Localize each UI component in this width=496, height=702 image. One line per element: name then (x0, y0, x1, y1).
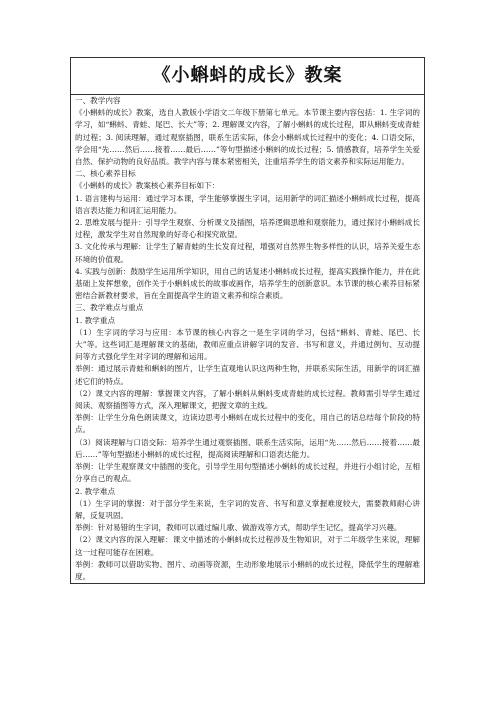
title-cell (71, 58, 425, 95)
body-paragraph: 1. 语言建构与运用：通过学习本课，学生能够掌握生字词，运用新学的词汇描述小蝌蚪成长过程，提高语言表达能力和词汇运用能力。 (75, 193, 420, 215)
example-paragraph: 举例：让学生分角色朗读课文，边读边思考小蝌蚪在成长过程中的变化，用自己的话总结每个阶段的特点。 (75, 413, 420, 435)
body-paragraph: （3）阅读理解与口语交际：培养学生通过观察插图、联系生活实际，运用“先……然后……接着……最后……”等句型描述小蝌蚪的成长过程，提高阅读理解和口语表达能力。 (75, 437, 420, 459)
example-paragraph: 举例：针对易错的生字词，教师可以通过编儿歌、做游戏等方式，帮助学生记忆，提高学习兴趣。 (75, 523, 402, 533)
body-paragraph: （1）生字词的学习与应用：本节课的核心内容之一是生字词的学习，包括“蝌蚪、青蛙、尾巴、长大”等。这些词汇是理解课文的基础，教师应重点讲解字词的发音、书写和意义，并通过例句、互动提问等方式强化学生对字词的理解和运用。 (75, 327, 420, 362)
section-heading: 三、教学难点与重点 (75, 303, 144, 313)
section-heading: 二、核心素养目标 (75, 169, 136, 179)
body-paragraph: 2. 思维发展与提升：引导学生观察、分析课文及插图，培养逻辑思维和观察能力，通过探讨小蝌蚪成长过程，激发学生对自然现象的好奇心和探究欲望。 (75, 218, 420, 240)
section-heading: 一、教学内容 (75, 96, 121, 105)
lesson-plan-table (70, 57, 425, 584)
content-cell (71, 95, 425, 584)
document-title: 《小蝌蚪的成长》教案 (152, 65, 343, 86)
body-paragraph: （2）课文内容的理解：掌握课文内容，了解小蝌蚪从蝌蚪变成青蛙的成长过程。教师需引导学生通过阅读、观察插图等方式，深入理解课文，把握文章的主线。 (75, 388, 420, 411)
subsection-heading: 2. 教学难点 (75, 486, 116, 496)
body-paragraph: 4. 实践与创新：鼓励学生运用所学知识，用自己的话复述小蝌蚪成长过程，提高实践操作能力，并在此基础上发挥想象，创作关于小蝌蚪成长的故事或画作，培养学生的创新意识。本节课的核心素养目标紧密结合新教材要求，旨在全面提高学生的语文素养和综合素质。 (75, 266, 420, 301)
subsection-heading: 1. 教学重点 (75, 315, 116, 325)
example-paragraph: 举例：通过展示青蛙和蝌蚪的图片，让学生直观地认识这两种生物，并联系实际生活，用新学的词汇描述它们的特点。 (75, 364, 420, 386)
body-paragraph: 《小蝌蚪的成长》教案核心素养目标如下： (75, 181, 220, 191)
body-paragraph: （2）课文内容的深入理解：课文中描述的小蝌蚪成长过程涉及生物知识，对于二年级学生来说，理解这一过程可能存在困难。 (75, 535, 420, 557)
example-paragraph: 举例：让学生观察课文中插图的变化，引导学生用句型描述小蝌蚪的成长过程，并进行小组讨论，互相分享自己的观点。 (75, 462, 420, 484)
body-paragraph: 《小蝌蚪的成长》教案，选自人教版小学语文二年级下册第七单元。本节课主要内容包括：1. 生字词的学习，如“蝌蚪、青蛙、尾巴、长大”等；2. 理解课文内容，了解小蝌蚪的成长过程，即从蝌蚪变成青蛙的过程；3. 阅读理解，通过观察插图，联系生活实际，体会小蝌蚪成长过程中的变化；4. 口语交际，学会用“先……然后……接着……最后……”等句型描述小蝌蚪的成长过程；5. 情感教育，培养学生关爱自然、保护动物的良好品质。教学内容与课本紧密相关，注重培养学生的语文素养和实际运用能力。 (75, 108, 420, 167)
body-paragraph: 3. 文化传承与理解：让学生了解青蛙的生长发育过程，增强对自然界生物多样性的认识，培养关爱生态环境的价值观。 (75, 242, 420, 264)
body-paragraph: （1）生字词的掌握：对于部分学生来说，生字词的发音、书写和意义掌握难度较大，需要教师耐心讲解，反复巩固。 (75, 498, 420, 520)
example-paragraph: 举例：教师可以借助实物、图片、动画等资源，生动形象地展示小蝌蚪的成长过程，降低学生的理解难度。 (75, 559, 420, 581)
